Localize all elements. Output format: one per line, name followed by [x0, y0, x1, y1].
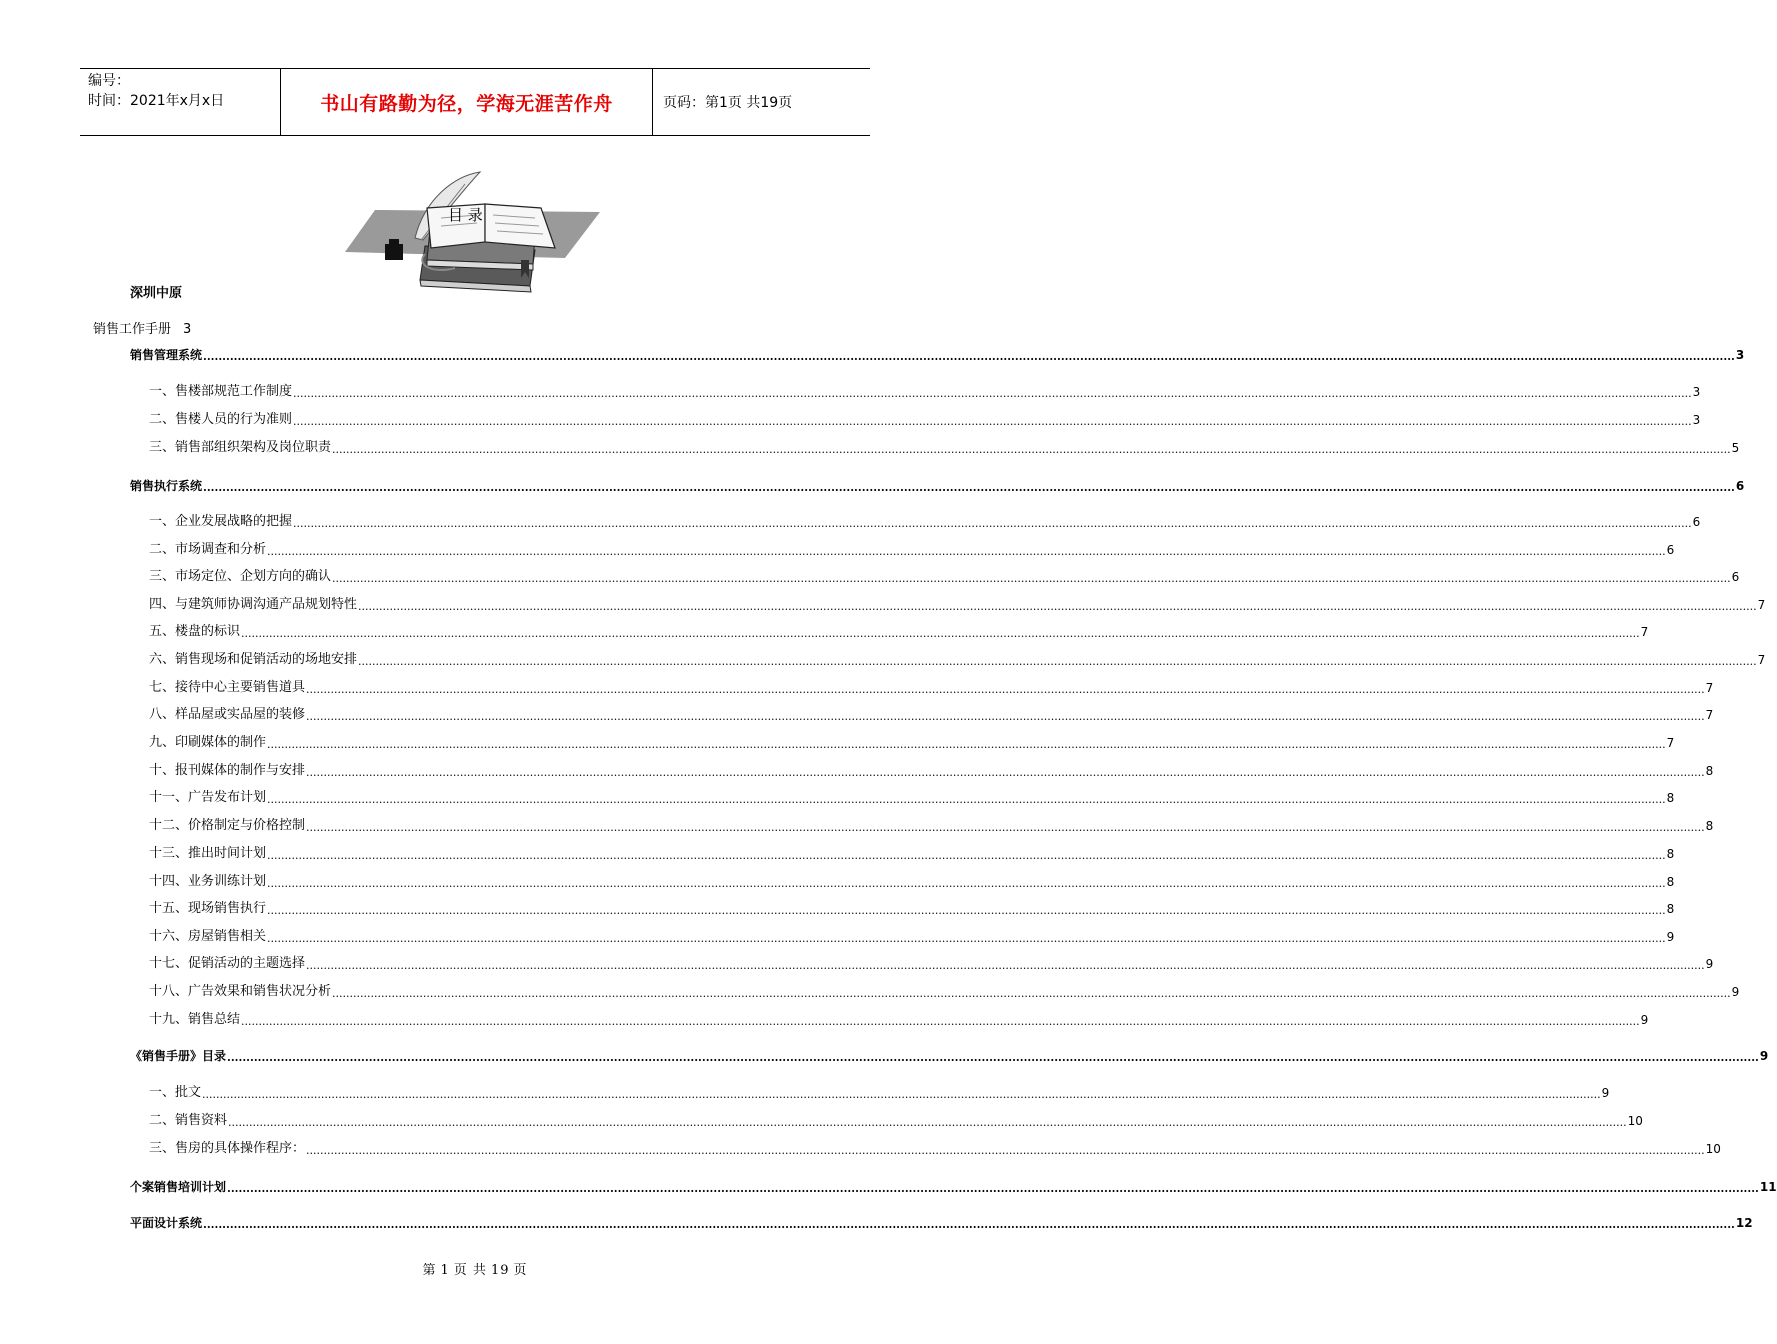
toc-entry-label: 二、销售资料 — [149, 1113, 228, 1128]
toc-leader-dots: ................................................................................................................................................................................................................................................................................................................................................................................................................ — [203, 1218, 1735, 1231]
toc-entry-label: 三、售房的具体操作程序： — [149, 1141, 306, 1156]
toc-entry[interactable] — [149, 873, 1675, 891]
toc-entry-label: 一、企业发展战略的把握 — [149, 514, 293, 529]
toc-entry[interactable] — [149, 983, 1740, 1001]
page-header — [80, 68, 870, 136]
toc-entry[interactable] — [149, 439, 1740, 457]
header-page-info: 页码：第1页 共19页 — [663, 95, 793, 111]
manual-title: 销售工作手册 — [93, 322, 172, 337]
toc-entry[interactable] — [149, 900, 1675, 918]
toc-leader-dots: ................................................................................................................................................................................................................................................................................................................................................................................................................ — [267, 545, 1666, 558]
toc-entry-label: 一、售楼部规范工作制度 — [149, 384, 293, 399]
toc-leader-dots: ................................................................................................................................................................................................................................................................................................................................................................................................................ — [227, 1051, 1759, 1064]
toc-entry-page: 7 — [1757, 653, 1766, 667]
toc-entry-page: 6 — [1731, 570, 1740, 584]
footer-prefix: 第 — [422, 1263, 437, 1278]
toc-entry-page: 8 — [1705, 764, 1714, 778]
footer-middle: 页 共 — [453, 1263, 487, 1278]
toc-leader-dots: ................................................................................................................................................................................................................................................................................................................................................................................................................ — [228, 1116, 1627, 1129]
page-footer — [0, 1259, 950, 1278]
toc-entry[interactable] — [149, 789, 1675, 807]
toc-leader-dots: ................................................................................................................................................................................................................................................................................................................................................................................................................ — [267, 904, 1666, 917]
toc-section-entry[interactable] — [130, 346, 1745, 364]
toc-entry[interactable] — [149, 568, 1740, 586]
toc-entry[interactable] — [149, 1140, 1721, 1158]
toc-entry-label: 五、楼盘的标识 — [149, 624, 241, 639]
toc-entry-label: 十二、价格制定与价格控制 — [149, 818, 306, 833]
toc-entry[interactable] — [149, 928, 1675, 946]
toc-section-entry[interactable] — [130, 1214, 1753, 1232]
toc-entry-label: 销售执行系统 — [130, 479, 203, 493]
toc-entry-page: 3 — [1692, 413, 1701, 427]
toc-entry-page: 12 — [1735, 1216, 1753, 1230]
toc-entry-page: 9 — [1666, 930, 1675, 944]
toc-entry[interactable] — [149, 513, 1701, 531]
toc-entry[interactable] — [149, 817, 1714, 835]
toc-entry-label: 三、销售部组织架构及岗位职责 — [149, 440, 332, 455]
toc-leader-dots: ................................................................................................................................................................................................................................................................................................................................................................................................................ — [267, 877, 1666, 890]
toc-entry-page: 7 — [1666, 736, 1675, 750]
toc-entry-page: 9 — [1759, 1049, 1769, 1063]
toc-entry[interactable] — [149, 1011, 1649, 1029]
toc-entry-page: 7 — [1705, 708, 1714, 722]
toc-entry-label: 十一、广告发布计划 — [149, 790, 267, 805]
toc-leader-dots: ................................................................................................................................................................................................................................................................................................................................................................................................................ — [267, 849, 1666, 862]
toc-entry-page: 9 — [1705, 957, 1714, 971]
toc-leader-dots: ................................................................................................................................................................................................................................................................................................................................................................................................................ — [332, 572, 1731, 585]
toc-leader-dots: ................................................................................................................................................................................................................................................................................................................................................................................................................ — [267, 793, 1666, 806]
toc-entry[interactable] — [149, 734, 1675, 752]
toc-leader-dots: ................................................................................................................................................................................................................................................................................................................................................................................................................ — [306, 1144, 1705, 1157]
toc-leader-dots: ................................................................................................................................................................................................................................................................................................................................................................................................................ — [332, 987, 1731, 1000]
time-label: 时间：2021年x月x日 — [88, 93, 225, 109]
toc-leader-dots: ................................................................................................................................................................................................................................................................................................................................................................................................................ — [293, 415, 1692, 428]
toc-entry-label: 十、报刊媒体的制作与安排 — [149, 763, 306, 778]
toc-entry-label: 销售管理系统 — [130, 348, 203, 362]
toc-leader-dots: ................................................................................................................................................................................................................................................................................................................................................................................................................ — [306, 766, 1705, 779]
manual-page: 3 — [183, 322, 192, 337]
toc-entry-label: 九、印刷媒体的制作 — [149, 735, 267, 750]
toc-entry-label: 二、市场调查和分析 — [149, 542, 267, 557]
toc-entry-page: 7 — [1640, 625, 1649, 639]
books-clipart-icon — [345, 168, 605, 296]
toc-leader-dots: ................................................................................................................................................................................................................................................................................................................................................................................................................ — [306, 821, 1705, 834]
toc-entry-label: 《销售手册》目录 — [130, 1049, 227, 1063]
toc-section-entry[interactable] — [130, 1178, 1777, 1196]
toc-entry-page: 5 — [1731, 441, 1740, 455]
toc-leader-dots: ................................................................................................................................................................................................................................................................................................................................................................................................................ — [203, 481, 1735, 494]
toc-entry-page: 6 — [1666, 543, 1675, 557]
toc-entry[interactable] — [149, 541, 1675, 559]
toc-entry-label: 三、市场定位、企划方向的确认 — [149, 569, 332, 584]
toc-entry[interactable] — [149, 679, 1714, 697]
toc-entry-label: 十七、促销活动的主题选择 — [149, 956, 306, 971]
toc-leader-dots: ................................................................................................................................................................................................................................................................................................................................................................................................................ — [293, 517, 1692, 530]
toc-entry-page: 3 — [1692, 385, 1701, 399]
toc-entry-page: 8 — [1666, 875, 1675, 889]
toc-leader-dots: ................................................................................................................................................................................................................................................................................................................................................................................................................ — [203, 350, 1735, 363]
toc-entry-page: 8 — [1666, 847, 1675, 861]
company-name: 深圳中原 — [130, 286, 183, 301]
toc-leader-dots: ................................................................................................................................................................................................................................................................................................................................................................................................................ — [306, 683, 1705, 696]
toc-section-entry[interactable] — [130, 477, 1745, 495]
toc-entry[interactable] — [149, 762, 1714, 780]
toc-entry[interactable] — [149, 706, 1714, 724]
toc-entry-label: 七、接待中心主要销售道具 — [149, 680, 306, 695]
header-meta-cell — [80, 69, 281, 135]
toc-leader-dots: ................................................................................................................................................................................................................................................................................................................................................................................................................ — [293, 387, 1692, 400]
toc-entry-label: 六、销售现场和促销活动的场地安排 — [149, 652, 358, 667]
toc-entry-label: 十八、广告效果和销售状况分析 — [149, 984, 332, 999]
toc-entry-page: 7 — [1757, 598, 1766, 612]
toc-leader-dots: ................................................................................................................................................................................................................................................................................................................................................................................................................ — [227, 1182, 1759, 1195]
manual-title-line — [93, 318, 191, 337]
toc-leader-dots: ................................................................................................................................................................................................................................................................................................................................................................................................................ — [241, 1015, 1640, 1028]
footer-total-pages: 19 — [490, 1263, 510, 1278]
toc-entry-label: 十六、房屋销售相关 — [149, 929, 267, 944]
toc-entry-label: 二、售楼人员的行为准则 — [149, 412, 293, 427]
toc-entry-page: 10 — [1627, 1114, 1643, 1128]
toc-entry-page: 8 — [1705, 819, 1714, 833]
toc-leader-dots: ................................................................................................................................................................................................................................................................................................................................................................................................................ — [358, 655, 1757, 668]
toc-leader-dots: ................................................................................................................................................................................................................................................................................................................................................................................................................ — [306, 959, 1705, 972]
toc-entry-label: 平面设计系统 — [130, 1216, 203, 1230]
toc-entry-page: 7 — [1705, 681, 1714, 695]
toc-entry[interactable] — [149, 411, 1701, 429]
toc-entry[interactable] — [149, 1112, 1643, 1130]
illustration-title: 目 录 — [448, 206, 483, 224]
header-motto: 书山有路勤为径，学海无涯苦作舟 — [281, 69, 653, 135]
number-label: 编号： — [88, 73, 130, 89]
toc-entry-page: 6 — [1692, 515, 1701, 529]
toc-entry-label: 一、批文 — [149, 1085, 202, 1100]
toc-entry[interactable] — [149, 1084, 1610, 1102]
toc-entry-page: 9 — [1731, 985, 1740, 999]
toc-entry-page: 6 — [1735, 479, 1745, 493]
footer-suffix: 页 — [513, 1263, 528, 1278]
toc-entry-label: 十五、现场销售执行 — [149, 901, 267, 916]
toc-entry-label: 十四、业务训练计划 — [149, 874, 267, 889]
toc-entry-page: 3 — [1735, 348, 1745, 362]
toc-entry-label: 个案销售培训计划 — [130, 1180, 227, 1194]
toc-entry[interactable] — [149, 383, 1701, 401]
footer-current-page: 1 — [440, 1263, 450, 1278]
toc-entry-page: 8 — [1666, 791, 1675, 805]
toc-leader-dots: ................................................................................................................................................................................................................................................................................................................................................................................................................ — [332, 443, 1731, 456]
toc-entry[interactable] — [149, 651, 1766, 669]
toc-leader-dots: ................................................................................................................................................................................................................................................................................................................................................................................................................ — [306, 710, 1705, 723]
toc-entry-label: 四、与建筑师协调沟通产品规划特性 — [149, 597, 358, 612]
toc-entry[interactable] — [149, 845, 1675, 863]
toc-entry-label: 十三、推出时间计划 — [149, 846, 267, 861]
toc-section-entry[interactable] — [130, 1047, 1769, 1065]
toc-leader-dots: ................................................................................................................................................................................................................................................................................................................................................................................................................ — [267, 932, 1666, 945]
toc-leader-dots: ................................................................................................................................................................................................................................................................................................................................................................................................................ — [358, 600, 1757, 613]
toc-entry-page: 10 — [1705, 1142, 1721, 1156]
toc-entry-label: 八、样品屋或实品屋的装修 — [149, 707, 306, 722]
toc-entry[interactable] — [149, 596, 1766, 614]
toc-leader-dots: ................................................................................................................................................................................................................................................................................................................................................................................................................ — [267, 738, 1666, 751]
toc-entry-page: 9 — [1601, 1086, 1610, 1100]
toc-entry[interactable] — [149, 955, 1714, 973]
toc-leader-dots: ................................................................................................................................................................................................................................................................................................................................................................................................................ — [241, 627, 1640, 640]
toc-entry[interactable] — [149, 623, 1649, 641]
toc-entry-label: 十九、销售总结 — [149, 1012, 241, 1027]
toc-entry-page: 9 — [1640, 1013, 1649, 1027]
toc-entry-page: 11 — [1759, 1180, 1777, 1194]
toc-leader-dots: ................................................................................................................................................................................................................................................................................................................................................................................................................ — [202, 1088, 1601, 1101]
toc-entry-page: 8 — [1666, 902, 1675, 916]
